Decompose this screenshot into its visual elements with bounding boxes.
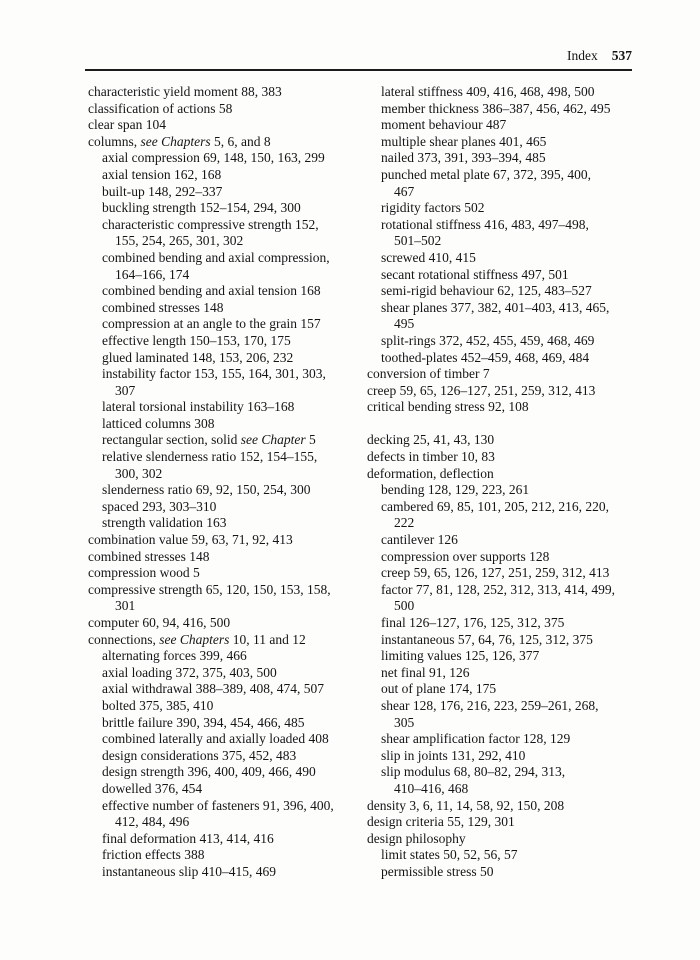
index-entry-line: design considerations 375, 452, 483 [102,747,297,763]
index-entry-line: compression wood 5 [88,565,200,581]
index-entry-line: computer 60, 94, 416, 500 [88,615,231,630]
index-entry-line: decking 25, 41, 43, 130 [367,432,495,448]
index-entry-line: 500 [394,598,415,614]
index-entry-line: 410–416, 468 [394,780,469,796]
index-entry-line: lateral torsional instability 163–168 [102,399,295,415]
index-entry-line: characteristic yield moment 88, 383 [88,84,282,99]
index-entry-line: factor 77, 81, 128, 252, 312, 313, 414, 499, [381,581,615,597]
index-column-left [88,84,367,881]
index-entry-line: instability factor 153, 155, 164, 301, 303, [102,366,326,382]
index-entry-line: 222 [394,515,415,531]
index-entry-line: combined bending and axial compression, [102,249,330,265]
index-entry-line: brittle failure 390, 394, 454, 466, 485 [102,714,305,730]
index-entry-line: spaced 293, 303–310 [102,498,217,514]
index-entry-line: secant rotational stiffness 497, 501 [381,266,569,282]
index-entry-line: compression at an angle to the grain 157 [102,316,321,332]
index-entry-line: defects in timber 10, 83 [367,449,495,465]
index-entry-line: characteristic compressive strength 152, [102,216,319,232]
index-entry-line: slip modulus 68, 80–82, 294, 313, [381,764,566,780]
index-entry-line: combined stresses 148 [88,548,210,564]
index-entry-line: axial withdrawal 388–389, 408, 474, 507 [102,681,324,697]
index-entry-line: density 3, 6, 11, 14, 58, 92, 150, 208 [367,797,565,813]
index-entry-line: slip in joints 131, 292, 410 [381,747,526,763]
index-entry-line: combined bending and axial tension 168 [102,283,321,299]
index-entry-line: shear amplification factor 128, 129 [381,731,571,747]
index-entry-line: critical bending stress 92, 108 [367,399,529,415]
index-entry-line: lateral stiffness 409, 416, 468, 498, 500 [381,84,595,99]
index-entry-line: screwed 410, 415 [381,249,476,265]
index-entry-line: rigidity factors 502 [381,200,485,216]
index-entry-line: rectangular section, solid see Chapter 5 [102,432,316,448]
index-entry-line: 300, 302 [115,465,163,481]
index-entry-line: final deformation 413, 414, 416 [102,830,274,846]
index-entry-line: limiting values 125, 126, 377 [381,648,540,664]
index-entry-line: multiple shear planes 401, 465 [381,133,547,149]
section-break [367,416,632,433]
index-entry-line: slenderness ratio 69, 92, 150, 254, 300 [102,482,311,498]
index-entry-line: 305 [394,714,415,730]
index-entry-line: permissible stress 50 [381,863,494,879]
index-entry-line: axial compression 69, 148, 150, 163, 299 [102,150,325,166]
index-entry-line: combined laterally and axially loaded 408 [102,731,329,747]
index-entry-line: punched metal plate 67, 372, 395, 400, [381,166,591,182]
index-entry-line: cambered 69, 85, 101, 205, 212, 216, 220, [381,498,609,514]
index-entry-line: out of plane 174, 175 [381,681,497,697]
index-entry-line: limit states 50, 52, 56, 57 [381,847,518,863]
index-entry-line: design criteria 55, 129, 301 [367,814,515,830]
index-entry-line: instantaneous 57, 64, 76, 125, 312, 375 [381,631,593,647]
index-entry-line: 155, 254, 265, 301, 302 [115,233,244,249]
index-column-right [367,84,632,881]
index-entry-line: conversion of timber 7 [367,366,490,382]
index-entry-line: shear planes 377, 382, 401–403, 413, 465, [381,299,610,315]
index-entry-line: member thickness 386–387, 456, 462, 495 [381,100,611,116]
index-entry-line: dowelled 376, 454 [102,780,203,796]
index-entry-line: strength validation 163 [102,515,227,531]
index-entry-line: 164–166, 174 [115,266,190,282]
index-columns [88,84,632,881]
index-entry-line: friction effects 388 [102,847,205,863]
index-entry-line: columns, see Chapters 5, 6, and 8 [88,133,271,149]
index-entry-line: combined stresses 148 [102,299,224,315]
index-entry-line: classification of actions 58 [88,100,233,116]
running-head-title: Index [567,48,598,63]
running-head [567,48,632,64]
index-entry-line: glued laminated 148, 153, 206, 232 [102,349,294,365]
index-entry-line: relative slenderness ratio 152, 154–155, [102,449,318,465]
index-entry-line: cantilever 126 [381,532,458,548]
index-entry-line: final 126–127, 176, 125, 312, 375 [381,615,565,630]
index-entry-line: effective number of fasteners 91, 396, 400, [102,797,334,813]
index-entry-line: nailed 373, 391, 393–394, 485 [381,150,546,166]
index-entry-line: 467 [394,183,415,199]
index-entry-line: 412, 484, 496 [115,814,190,830]
index-entry-line: design strength 396, 400, 409, 466, 490 [102,764,316,780]
index-entry-line: split-rings 372, 452, 455, 459, 468, 469 [381,332,595,348]
page-number: 537 [611,48,632,63]
index-entry-line: semi-rigid behaviour 62, 125, 483–527 [381,283,592,299]
index-entry-line: bolted 375, 385, 410 [102,697,214,713]
index-entry-line: buckling strength 152–154, 294, 300 [102,200,301,216]
index-entry-line: shear 128, 176, 216, 223, 259–261, 268, [381,697,599,713]
index-entry-line: compression over supports 128 [381,548,550,564]
index-entry-line: net final 91, 126 [381,664,470,680]
index-entry-line: 495 [394,316,415,332]
index-entry-line: deformation, deflection [367,465,494,481]
index-entry-line: combination value 59, 63, 71, 92, 413 [88,532,293,548]
index-entry-line: creep 59, 65, 126, 127, 251, 259, 312, 413 [381,565,610,581]
index-entry-line: design philosophy [367,830,466,846]
index-entry-line: effective length 150–153, 170, 175 [102,332,291,348]
index-entry-line: latticed columns 308 [102,415,215,431]
index-entry-line: axial loading 372, 375, 403, 500 [102,664,277,680]
index-entry-line: moment behaviour 487 [381,117,507,133]
index-entry-line: compressive strength 65, 120, 150, 153, 158, [88,581,331,597]
index-entry-line: 501–502 [394,233,442,249]
index-entry-line: instantaneous slip 410–415, 469 [102,863,276,879]
index-entry-line: bending 128, 129, 223, 261 [381,482,530,498]
index-entry-line: axial tension 162, 168 [102,166,222,182]
index-entry-line: clear span 104 [88,117,166,133]
index-entry-line: 307 [115,382,136,398]
index-entry-line: connections, see Chapters 10, 11 and 12 [88,631,306,647]
index-entry-line: creep 59, 65, 126–127, 251, 259, 312, 413 [367,382,596,398]
index-entry-line: built-up 148, 292–337 [102,183,223,199]
header-rule [85,69,632,71]
index-entry-line: alternating forces 399, 466 [102,648,247,664]
index-entry-line: toothed-plates 452–459, 468, 469, 484 [381,349,590,365]
index-entry-line: rotational stiffness 416, 483, 497–498, [381,216,589,232]
index-entry-line: 301 [115,598,136,614]
